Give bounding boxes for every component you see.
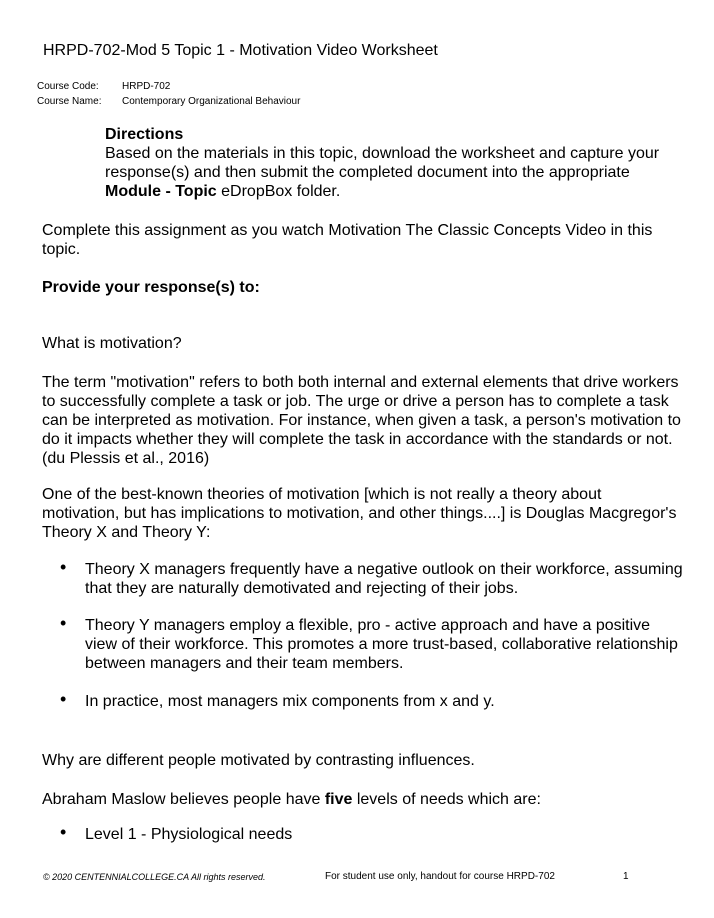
maslow-post: levels of needs which are:	[352, 791, 541, 808]
bullet-dot: •	[60, 689, 67, 709]
directions-bold: Module - Topic	[105, 183, 217, 200]
bullet-practice: In practice, most managers mix components from x and y.	[85, 693, 495, 710]
question-why-different: Why are different people motivated by contrasting influences.	[42, 752, 475, 769]
course-code-row	[37, 79, 300, 94]
footer-note: For student use only, handout for course HRPD-702	[325, 871, 555, 882]
footer-copyright: © 2020 CENTENNIALCOLLEGE.CA All rights reserved.	[43, 872, 266, 882]
answer-motivation: The term "motivation" refers to both both internal and external elements that drive workers to successfully complete a task or job. The urge or drive a person has to complete a task can be interpreted as motivation. For instance, when given a task, a person's motivation to do it impacts whether they will complete the task in accordance with the standards or not. (du Plessis et al., 2016)	[42, 374, 681, 467]
course-name-value: Contemporary Organizational Behaviour	[122, 96, 301, 107]
directions-end: eDropBox folder.	[216, 183, 341, 200]
maslow-intro	[42, 790, 682, 809]
document-title: HRPD-702-Mod 5 Topic 1 - Motivation Video Worksheet	[43, 42, 438, 59]
course-info	[37, 79, 300, 109]
maslow-level-1: Level 1 - Physiological needs	[85, 826, 293, 843]
course-name-label: Course Name:	[37, 96, 102, 107]
maslow-pre: Abraham Maslow believes people have	[42, 791, 325, 808]
bullet-dot: •	[60, 613, 67, 633]
directions-block	[105, 125, 690, 201]
bullet-theory-y: Theory Y managers employ a flexible, pro - active approach and have a positive view of their workforce. This promotes a more trust-based, collaborative relationship between managers and their team members.	[85, 617, 678, 672]
theory-intro: One of the best-known theories of motivation [which is not really a theory about motivation, but has implications to motivation, and other things....] is Douglas Macgregor's Theory X and Theory Y:	[42, 486, 677, 541]
course-code-value: HRPD-702	[122, 81, 171, 92]
directions-body	[105, 144, 690, 201]
intro-paragraph: Complete this assignment as you watch Motivation The Classic Concepts Video in this topic.	[42, 222, 653, 258]
bullet-dot: •	[60, 557, 67, 577]
question-what-is-motivation: What is motivation?	[42, 335, 182, 352]
page-number: 1	[623, 871, 629, 882]
course-name-row	[37, 94, 300, 109]
directions-heading: Directions	[105, 126, 184, 143]
maslow-bold: five	[324, 791, 353, 808]
bullet-dot: •	[60, 822, 67, 842]
directions-text: Based on the materials in this topic, download the worksheet and capture your response(s) and then submit the completed document into the appropriate	[105, 145, 660, 181]
course-code-label: Course Code:	[37, 81, 99, 92]
provide-heading: Provide your response(s) to:	[42, 279, 260, 296]
bullet-theory-x: Theory X managers frequently have a negative outlook on their workforce, assuming that they are naturally demotivated and rejecting of their jobs.	[85, 561, 683, 597]
